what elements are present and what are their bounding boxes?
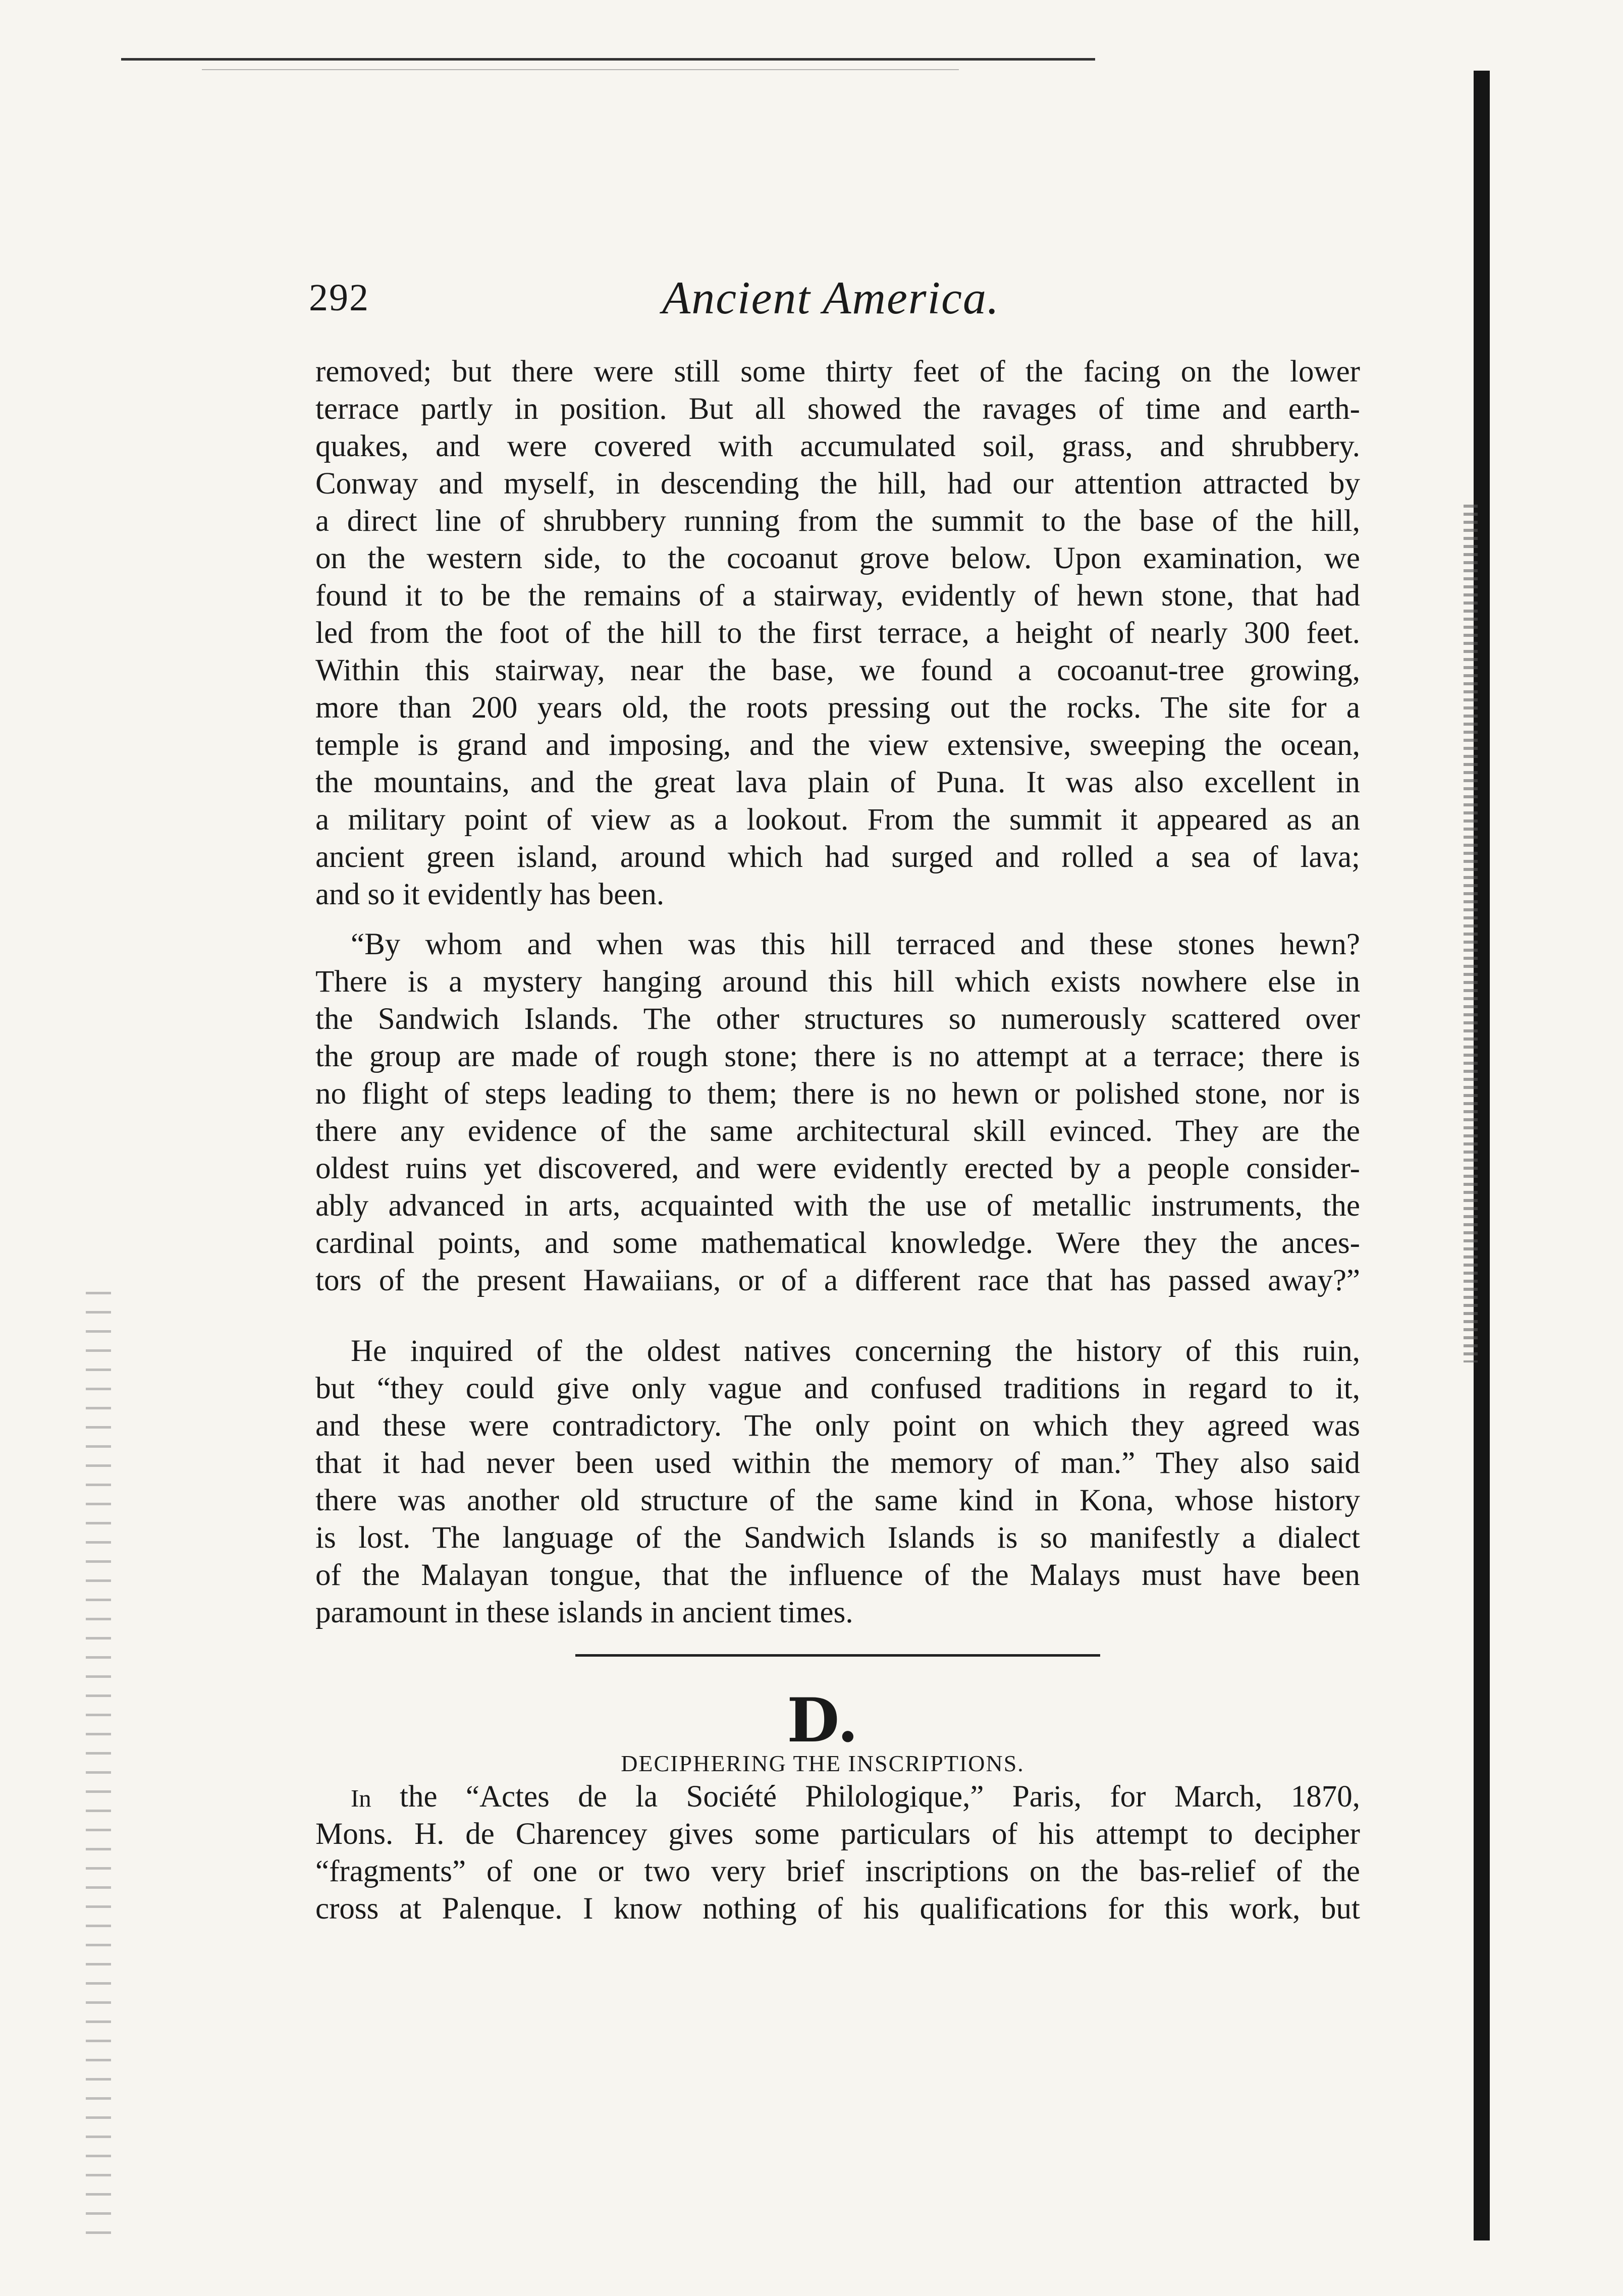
text-line: cardinal points, and some mathematical knowledge. Were they the ances- [315, 1226, 1360, 1260]
text-line: found it to be the remains of a stairway, evidently of hewn stone, that had [315, 579, 1360, 613]
text-line-first [315, 1778, 1360, 1816]
text-line: that it had never been used within the memory of man.” They also said [315, 1446, 1360, 1480]
text-line: a direct line of shrubbery running from the summit to the base of the hill, [315, 504, 1360, 538]
text-line: Conway and myself, in descending the hill, had our attention attracted by [315, 467, 1360, 501]
top-rule [121, 58, 1095, 61]
text-line: “fragments” of one or two very brief inscriptions on the bas-relief of the [315, 1854, 1360, 1888]
drop-word: In [351, 1785, 371, 1812]
page-header [309, 270, 1025, 325]
text-line: and these were contradictory. The only point on which they agreed was [315, 1409, 1360, 1443]
text-line: ably advanced in arts, acquainted with the use of metallic instruments, the [315, 1189, 1360, 1223]
text-line: tors of the present Hawaiians, or of a different race that has passed away?” [315, 1264, 1360, 1297]
paragraph-1 [315, 353, 1360, 913]
text-line: but “they could give only vague and confused traditions in regard to it, [315, 1372, 1360, 1405]
text-line: and so it evidently has been. [315, 878, 665, 911]
top-rule-faint [202, 69, 959, 70]
section-letter: D. [787, 1685, 858, 1756]
running-title: Ancient America. [662, 272, 1000, 323]
text-line: removed; but there were still some thirty feet of the facing on the lower [315, 355, 1360, 389]
text-line: the group are made of rough stone; there is no attempt at a terrace; there is [315, 1040, 1360, 1073]
text-line: oldest ruins yet discovered, and were evidently erected by a people consider- [315, 1152, 1360, 1185]
text-line: there was another old structure of the same kind in Kona, whose history [315, 1484, 1360, 1517]
text-line: ancient green island, around which had surged and rolled a sea of lava; [315, 840, 1360, 874]
paragraph-3 [315, 1333, 1360, 1631]
text-line: He inquired of the oldest natives concerning the history of this ruin, [351, 1334, 1360, 1368]
text-line: cross at Palenque. I know nothing of his qualifications for this work, but [315, 1892, 1360, 1926]
page-number: 292 [309, 277, 369, 319]
binding-shadow [1464, 505, 1478, 1362]
text-line: temple is grand and imposing, and the view extensive, sweeping the ocean, [315, 728, 1360, 762]
left-margin-specks [86, 1292, 111, 2240]
text-line: “By whom and when was this hill terraced and these stones hewn? [351, 927, 1360, 961]
text-line: terrace partly in position. But all showed the ravages of time and earth- [315, 392, 1360, 426]
text-line: led from the foot of the hill to the first terrace, a height of nearly 300 feet. [315, 616, 1360, 650]
text-line: more than 200 years old, the roots pressing out the rocks. The site for a [315, 691, 1360, 725]
text-line: quakes, and were covered with accumulated soil, grass, and shrubbery. [315, 429, 1360, 463]
text-line: the mountains, and the great lava plain of Puna. It was also excellent in [315, 766, 1360, 799]
text-line: on the western side, to the cocoanut grove below. Upon examination, we [315, 541, 1360, 575]
text-line: Mons. H. de Charencey gives some particulars of his attempt to decipher [315, 1817, 1360, 1851]
section-divider-rule [575, 1654, 1100, 1657]
section-title: DECIPHERING THE INSCRIPTIONS. [621, 1751, 1024, 1776]
text-line: There is a mystery hanging around this hill which exists nowhere else in [315, 965, 1360, 999]
text-line: there any evidence of the same architectural skill evinced. They are the [315, 1114, 1360, 1148]
text-line: no flight of steps leading to them; there is no hewn or polished stone, nor is [315, 1077, 1360, 1111]
text-line: the Sandwich Islands. The other structures so numerously scattered over [315, 1002, 1360, 1036]
text-line: of the Malayan tongue, that the influence of the Malays must have been [315, 1558, 1360, 1592]
text-line: paramount in these islands in ancient times. [315, 1596, 853, 1629]
text-line: is lost. The language of the Sandwich Islands is so manifestly a dialect [315, 1521, 1360, 1555]
first-line-rest: the “Actes de la Société Philologique,” Paris, for March, 1870, [371, 1780, 1360, 1814]
paragraph-4 [315, 1778, 1360, 1928]
paragraph-2 [315, 926, 1360, 1299]
text-line: a military point of view as a lookout. From the summit it appeared as an [315, 803, 1360, 837]
text-line: Within this stairway, near the base, we found a cocoanut-tree growing, [315, 653, 1360, 687]
